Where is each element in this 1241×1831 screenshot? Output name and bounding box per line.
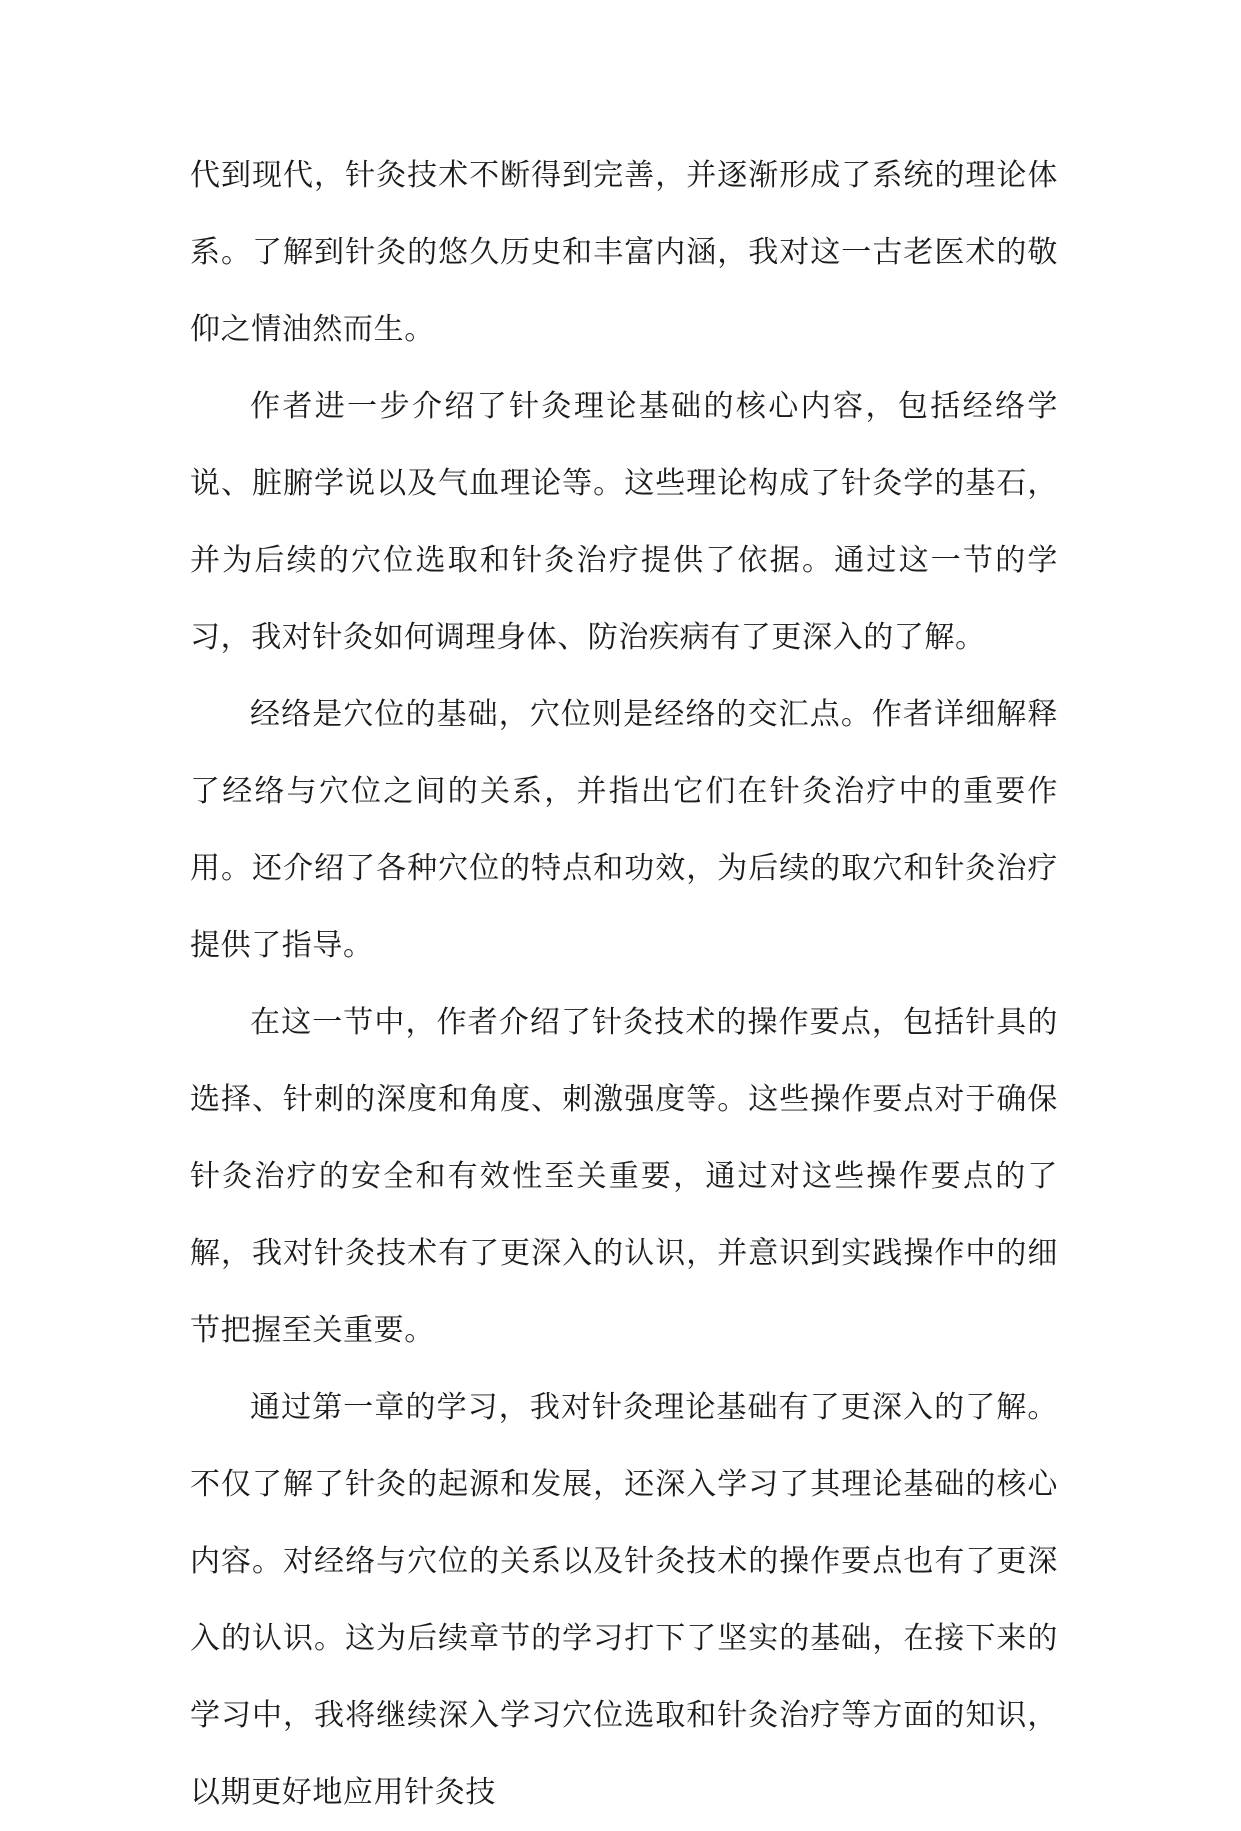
paragraph-technique-essentials: 在这一节中，作者介绍了针灸技术的操作要点，包括针具的选择、针刺的深度和角度、刺激强度等。这些操作要点对于确保针灸治疗的安全和有效性至关重要，通过对这些操作要点的了解，我对针灸技术有了更深入的认识，并意识到实践操作中的细节把握至关重要。	[190, 1005, 1058, 1348]
paragraph-continued: 代到现代，针灸技术不断得到完善，并逐渐形成了系统的理论体系。了解到针灸的悠久历史和丰富内涵，我对这一古老医术的敬仰之情油然而生。	[190, 158, 1058, 347]
paragraph-chapter-summary: 通过第一章的学习，我对针灸理论基础有了更深入的了解。不仅了解了针灸的起源和发展，还深入学习了其理论基础的核心内容。对经络与穴位的关系以及针灸技术的操作要点也有了更深入的认识。这为后续章节的学习打下了坚实的基础，在接下来的学习中，我将继续深入学习穴位选取和针灸治疗等方面的知识，以期更好地应用针灸技	[190, 1390, 1058, 1810]
paragraph-meridians-acupoints: 经络是穴位的基础，穴位则是经络的交汇点。作者详细解释了经络与穴位之间的关系，并指出它们在针灸治疗中的重要作用。还介绍了各种穴位的特点和功效，为后续的取穴和针灸治疗提供了指导。	[190, 697, 1058, 963]
paragraph-theory-core: 作者进一步介绍了针灸理论基础的核心内容，包括经络学说、脏腑学说以及气血理论等。这些理论构成了针灸学的基石，并为后续的穴位选取和针灸治疗提供了依据。通过这一节的学习，我对针灸如何调理身体、防治疾病有了更深入的了解。	[190, 389, 1058, 655]
document-body	[190, 137, 1058, 1831]
